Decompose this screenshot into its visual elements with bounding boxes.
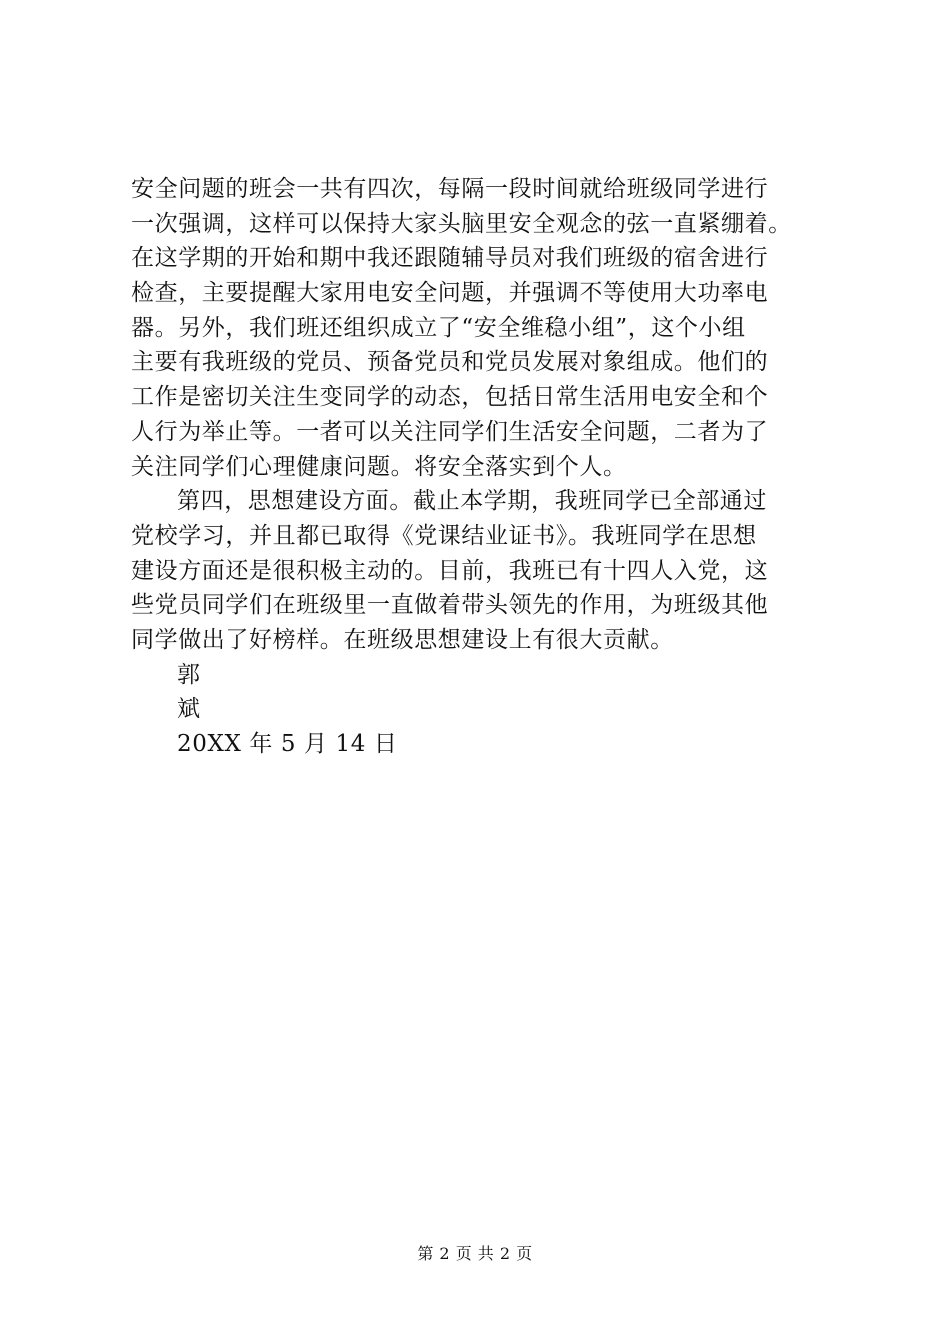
text-line: 些党员同学们在班级里一直做着带头领先的作用，为班级其他 [131, 592, 769, 619]
text-line: 主要有我班级的党员、预备党员和党员发展对象组成。他们的 [131, 349, 769, 376]
signature-line: 斌 [177, 696, 201, 723]
text-line: 同学做出了好榜样。在班级思想建设上有很大贡献。 [131, 626, 674, 653]
text-line: 建设方面还是很积极主动的。目前，我班已有十四人入党，这 [131, 557, 769, 584]
text-line: 一次强调，这样可以保持大家头脑里安全观念的弦一直紧绷着。 [131, 210, 792, 237]
text-line: 安全问题的班会一共有四次，每隔一段时间就给班级同学进行 [131, 176, 769, 202]
page-footer: 第 2 页 共 2 页 [417, 1244, 533, 1263]
text-line: 在这学期的开始和期中我还跟随辅导员对我们班级的宿舍进行 [131, 245, 769, 272]
text-line: 检查，主要提醒大家用电安全问题，并强调不等使用大功率电 [131, 280, 769, 307]
text-line: 工作是密切关注生变同学的动态，包括日常生活用电安全和个 [131, 384, 769, 411]
text-line: 器。另外，我们班还组织成立了“安全维稳小组”，这个小组 [131, 314, 746, 341]
text-line: 人行为举止等。一者可以关注同学们生活安全问题，二者为了 [131, 418, 769, 445]
date-line: 20XX 年 5 月 14 日 [177, 731, 398, 757]
text-line: 第四，思想建设方面。截止本学期，我班同学已全部通过 [177, 488, 767, 515]
document-body [131, 172, 831, 762]
text-line: 关注同学们心理健康问题。将安全落实到个人。 [131, 453, 627, 480]
signature-line: 郭 [177, 661, 201, 688]
text-line: 党校学习，并且都已取得《党课结业证书》。我班同学在思想 [131, 522, 757, 549]
